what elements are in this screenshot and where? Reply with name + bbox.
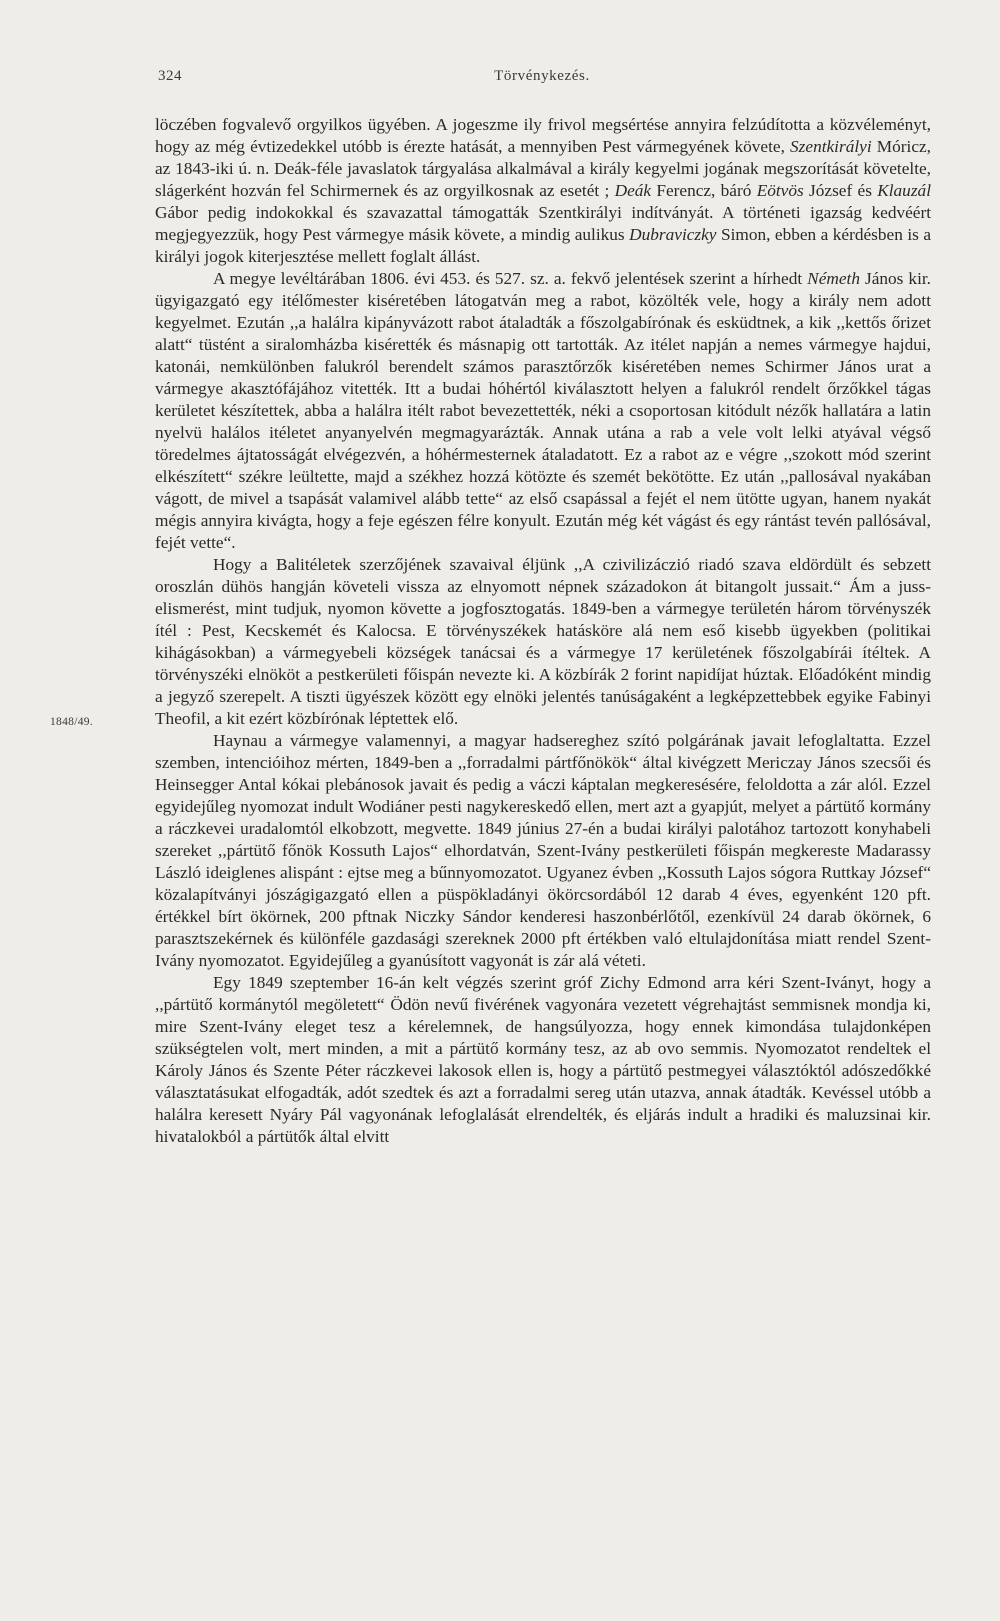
text-run: A megye levéltárában 1806. évi 453. és 527. sz. a. fekvő jelentések szerint a hírhedt: [213, 269, 808, 288]
running-head: Törvénykezés.: [494, 68, 590, 84]
italic-name: Dubraviczky: [629, 225, 717, 244]
italic-name: Klauzál: [877, 181, 931, 200]
text-run: Móricz, az 1843-iki ú. n. Deák-féle javaslatok tárgyalása alkalmával a király kegyelmi jogának megszorítását követelte, slágerként hozván fel Schirmernek és az orgyilkosnak az esetét ;: [155, 137, 931, 200]
text-run: löczében fogvalevő orgyilkos ügyében. A jogeszme ily frivol megsértése annyira felzúdította a közvéleményt, hogy az még évtizedekkel utóbb is érezte hatását, a mennyiben Pest vármegyének követe,: [155, 115, 931, 156]
paragraph-4: Haynau a vármegye valamennyi, a magyar hadsereghez szító polgárának javait lefoglaltatta. Ezzel szemben, intencióihoz mérten, 1849-ben a ,,forradalmi pártfőnökök“ által kivégzett Mericzay János szecsői és Heinsegger Antal kókai plebánosok javait és pedig a váczi káptalan megkeresésére, feloldotta a zár alól. Ezzel egyidejűleg nyomozat indult Wodiáner pesti nagykereskedő ellen, mert azt a gyapjút, melyet a pártütő kormány a ráczkevei uradalomtól elkobzott, megvette. 1849 június 27-én a budai királyi palotához tartozott konyhabeli szereket ,,pártütő főnök Kossuth Lajos“ elhordatván, Szent-Ivány pestkerületi főispán megkereste Madarassy László ideiglenes alispánt : ejtse meg a bűnnyomozatot. Ugyanez évben ,,Kossuth Lajos sógora Ruttkay József“ közalapítványi jószágigazgató ellen a püspökladányi ökörcsordából 12 darab 4 éves, egyenként 120 pft. értékkel bírt ökörnek, 200 pftnak Niczky Sándor kenderesi haszonbérlőtől, ezenkívül 24 darab ökörnek, 6 parasztszekérnek és különféle gazdasági szereknek 2000 pft értékben való eltulajdonítása miatt rendel Szent-Ivány nyomozatot. Egyidejűleg a gyanúsított vagyonát is zár alá véteti.: [155, 731, 931, 970]
paragraph-2: [155, 268, 931, 554]
italic-name: Deák: [614, 181, 652, 200]
italic-name: Eötvös: [756, 181, 804, 200]
italic-name: Szentkirályi: [790, 137, 872, 156]
paragraph-1: [155, 114, 931, 268]
margin-year-note: 1848/49.: [50, 716, 93, 728]
text-run: Gábor pedig indokokkal és szavazattal támogatták Szentkirályi indítványát. A történeti igazság kedvéért megjegyezzük, hogy Pest vármegye másik követe, a mindig aulikus: [155, 203, 931, 244]
page-number: 324: [158, 68, 182, 84]
text-run: Simon, ebben a kérdésben is a királyi jogok kiterjesztése mellett foglalt állást.: [155, 225, 931, 266]
text-run: Ferencz, báró: [651, 181, 757, 200]
body-text: [155, 114, 931, 1148]
paragraph-5: Egy 1849 szeptember 16-án kelt végzés szerint gróf Zichy Edmond arra kéri Szent-Iványt, hogy a ,,pártütő kormánytól megöletett“ Ödön nevű fivérének vagyonára vezetett végrehajtást semmisnek mondja ki, mire Szent-Ivány eleget tesz a kérelemnek, de hangsúlyozza, hogy ennek kimondása tulajdonképen szükségtelen volt, mert minden, a mit a pártütő kormány tesz, az ab ovo semmis. Nyomozatot rendeltek el Károly János és Szente Péter ráczkevei lakosok ellen is, hogy a pártütő pestmegyei választóktól adószedőkké választatásukat elfogadták, adót szedtek és azt a forradalmi sereg után utazva, annak átadták. Kevéssel utóbb a halálra keresett Nyáry Pál vagyonának lefoglalását elrendelték, és eljárás indult a hradiki és maluzsinai kir. hivatalokból a pártütők által elvitt: [155, 973, 931, 1146]
text-run: János kir. ügyigazgató egy itélőmester kiséretében látogatván meg a rabot, közölték vele, hogy a király nem adott kegyelmet. Ezután ,,a halálra kipányvázott rabot átaladták a főszolgabírónak és esküdtnek, a kik ,,kettős őrizet alatt“ tüstént a siralomházba kisérették és másnapig ott tartották. Az itélet napján a nemes vármegye hajdui, katonái, nemkülönben falukról berendelt számos parasztőrzők kiséretében nemes Schirmer János urat a vármegye akasztófájához vitették. Itt a budai hóhértól kiválasztott helyen a falukról rendelt őrzőkkel tágas kerületet készítettek, abba a halálra itélt rabot bevezettették, néki a csoportosan kitódult nézők hallatára a latin nyelvü halálos itéletet anyanyelvén megmagyarázták. Annak utána a rab a vele volt lelki atyával végső töredelmes ájtatosságát elvégezvén, a hóhérmesternek átaladatott. Ez a rabot az e végre ,,szokott mód szerint elkészített“ székre leültette, majd a székhez hozzá kötözte és szemét bekötötte. Ez után ,,pallosával nyakában vágott, de mivel a tsapását valamivel alább tette“ az első csapással a fejét el nem ütötte ugyan, hanem nyakát mégis annyira kivágta, hogy a feje egészen félre konyult. Ezután még két vágást és egy rántást tevén pallósával, fejét vette“.: [155, 269, 931, 552]
paragraph-3: Hogy a Balitéletek szerzőjének szavaival éljünk ,,A czivilizáczió riadó szava eldördült és sebzett oroszlán dühös hangján követeli vissza az elnyomott népnek századokon át bitangolt jussait.“ Ám a juss-elismerést, mint tudjuk, nyomon követte a jogfosztogatás. 1849-ben a vármegye területén három törvényszék ítél : Pest, Kecskemét és Kalocsa. E törvényszékek hatásköre alá nem eső kisebb ügyekben (politikai kihágásokban) a vármegyebeli községek tanácsai és a vármegye 17 kerületének főszolgabírái ítéltek. A törvényszéki elnököt a pestkerületi főispán nevezte ki. A közbírák 2 forint napidíjat húztak. Előadóként mindig a jegyző szerepelt. A tiszti ügyészek között egy elnöki jelentés tanúságaként a legképzettebbek egyike Fabinyi Theofil, a kit ezért közbírónak léptettek elő.: [155, 555, 931, 728]
italic-name: Németh: [807, 269, 860, 288]
page-header: [158, 68, 926, 92]
text-run: József és: [803, 181, 878, 200]
